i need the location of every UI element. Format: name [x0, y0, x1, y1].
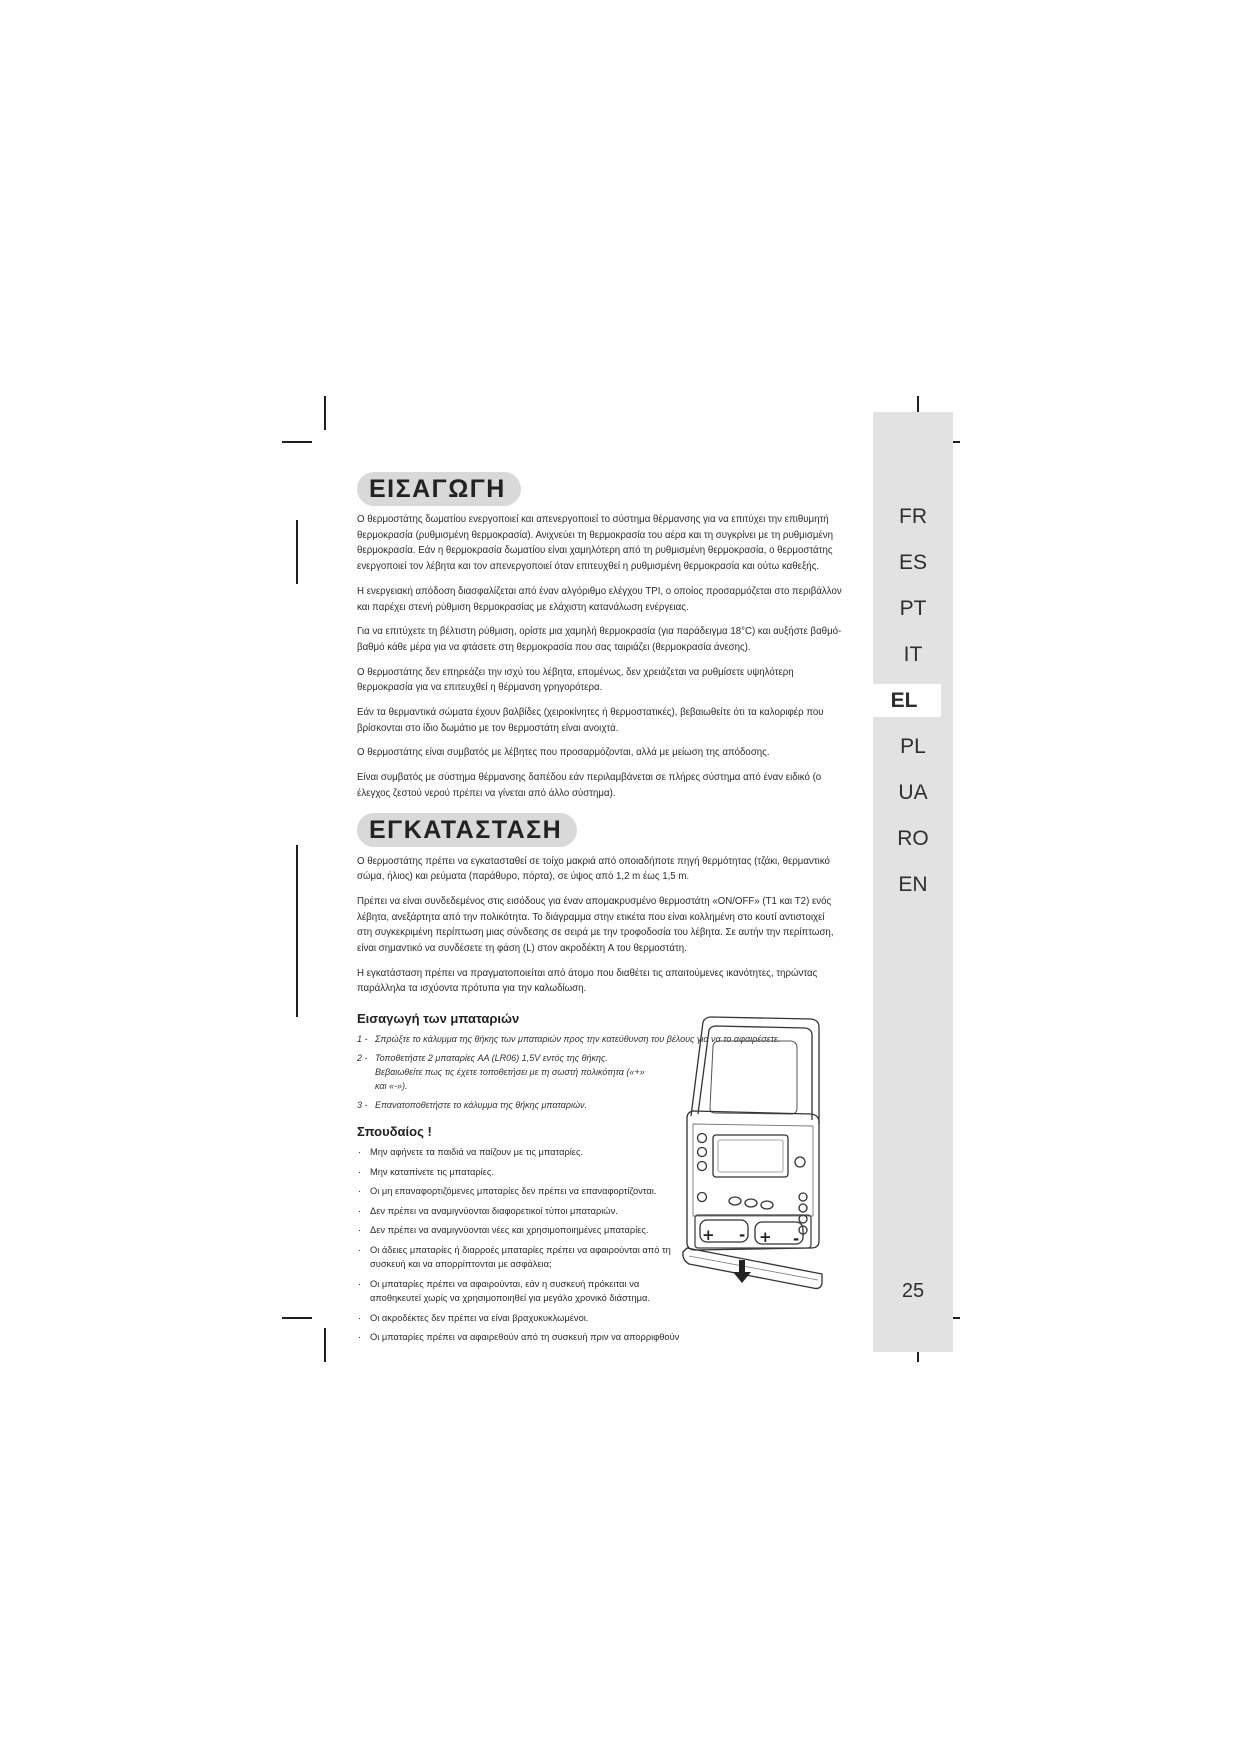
language-list: [873, 500, 953, 914]
lang-tab-el[interactable]: [873, 684, 953, 730]
svg-text:-: -: [793, 1230, 800, 1248]
intro-paragraph: Εάν τα θερμαντικά σώματα έχουν βαλβίδες (χειροκίνητες ή θερμοστατικές), βεβαιωθείτε ότι τα καλοριφέρ που βρίσκονται στο ίδιο δωμάτιο με τον θερμοστάτη είναι ανοιχτά.: [357, 707, 824, 734]
lang-tab-it[interactable]: [873, 638, 953, 684]
lang-label: EN: [898, 873, 928, 896]
lang-label: PL: [900, 735, 926, 758]
batteries-heading: Εισαγωγή των μπαταριών: [357, 1011, 520, 1027]
intro-paragraph: Είναι συμβατός με σύστημα θέρμανσης δαπέδου εάν περιλαμβάνεται σε πλήρες σύστημα από έναν ειδικό (ο έλεγχος ζεστού νερού πρέπει να γίνεται από άλλο σύστημα).: [357, 772, 822, 799]
install-paragraph: Ο θερμοστάτης πρέπει να εγκατασταθεί σε τοίχο μακριά από οποιαδήποτε πηγή θερμότητας (τζάκι, θερμαντικό σώμα, ήλιος) και ρεύματα (παράθυρο, πόρτα), σε ύψος από 1,2 m έως 1,5 m.: [357, 855, 830, 883]
lang-tab-pl[interactable]: [873, 730, 953, 776]
lang-label: FR: [899, 505, 927, 528]
important-item: · Οι μπαταρίες πρέπει να αφαιρεθούν από τη συσκευή πριν να απορριφθούν: [357, 1330, 687, 1345]
lang-label: PT: [899, 597, 927, 620]
svg-text:+: +: [759, 1228, 772, 1246]
intro-paragraph: Για να επιτύχετε τη βέλτιστη ρύθμιση, ορίστε μια χαμηλή θερμοκρασία (για παράδειγμα 18°C) και αυξήστε βαθμό-βαθμό κάθε μέρα για να φτάσετε στη θερμοκρασία που σας ταιριάζει (θερμοκρασία άνεσης).: [357, 626, 842, 653]
crop-mark-top-left-h: [282, 441, 312, 443]
battery-step: 3 - Επανατοποθετήστε το κάλυμμα της θήκης μπαταριών.: [357, 1100, 587, 1111]
svg-text:-: -: [739, 1226, 746, 1244]
intro-paragraph: Ο θερμοστάτης δωματίου ενεργοποιεί και απενεργοποιεί το σύστημα θέρμανσης για να επιτύχει την επιθυμητή θερμοκρασία (ρυθμισμένη θερμοκρασία). Ανιχνεύει τη θερμοκρασία του αέρα και τη συγκρίνει με τη ρυθμισμένη θερμοκρασία. Εάν η θερμοκρασία δωματίου είναι χαμηλότερη από τη ρυθμισμένη θερμοκρασία, ο θερμοστάτης ενεργοποιεί τον λέβητα και τον απενεργοποιεί όταν επιτευχθεί η ρυθμισμένη θερμοκρασία και ούτω καθεξής.: [357, 514, 833, 573]
lang-tab-en[interactable]: [873, 868, 953, 914]
install-title: ΕΓΚΑΤΑΣΤΑΣΗ: [357, 813, 577, 847]
lang-label: RO: [897, 827, 929, 850]
battery-step: 2 - Τοποθετήστε 2 μπαταρίες AA (LR06) 1,5V εντός της θήκης. Βεβαιωθείτε πως τις έχετε τοποθετήσει με τη σωστή πολικότητα («+» και «-»).: [357, 1053, 645, 1092]
important-item: · Δεν πρέπει να αναμιγνύονται διαφορετικοί τύποι μπαταριών.: [357, 1204, 687, 1219]
important-item: · Οι μη επαναφορτιζόμενες μπαταρίες δεν πρέπει να επαναφορτίζονται.: [357, 1184, 687, 1199]
registration-mark-left-1: [296, 520, 298, 584]
important-list: [357, 1145, 687, 1345]
intro-paragraph: Η ενεργειακή απόδοση διασφαλίζεται από έναν αλγόριθμο ελέγχου TPI, ο οποίος προσαρμόζεται στο περιβάλλον και παρέχει στενή ρύθμιση θερμοκρασίας με ελάχιστη κατανάλωση ενέργειας.: [357, 585, 842, 613]
install-paragraph: Η εγκατάσταση πρέπει να πραγματοποιείται από άτομο που διαθέτει τις απαιτούμενες ικανότητες, τηρώντας παράλληλα τα ισχύοντα πρότυπα για την καλωδίωση.: [357, 967, 818, 995]
crop-mark-bottom-left-v: [324, 1328, 326, 1362]
intro-paragraph: Ο θερμοστάτης είναι συμβατός με λέβητες που προσαρμόζονται, αλλά με μείωση της απόδοσης.: [357, 747, 770, 759]
registration-mark-left-2: [296, 845, 298, 1017]
lang-label: ES: [898, 551, 927, 574]
lang-tab-fr[interactable]: [873, 500, 953, 546]
lang-tab-es[interactable]: [873, 546, 953, 592]
intro-paragraph: Ο θερμοστάτης δεν επηρεάζει την ισχύ του λέβητα, επομένως, δεν χρειάζεται να ρυθμίσετε υψηλότερη θερμοκρασία για να επιτευχθεί η θέρμανση γρηγορότερα.: [357, 666, 794, 694]
important-item: · Μην καταπίνετε τις μπαταρίες.: [357, 1165, 687, 1180]
lang-label: IT: [903, 643, 923, 666]
install-paragraph: Πρέπει να είναι συνδεδεμένος στις εισόδους για έναν απομακρυσμένο θερμοστάτη «ON/OFF» (T1 και T2) ενός λέβητα, ανεξάρτητα από την πολικότητα. Το διάγραμμα στην ετικέτα που είναι κολλημένη στο κουτί αντιστοιχεί στη συγκεκριμένη περίπτωση μιας σύνδεσης σε σειρά με την τροφοδοσία του λέβητα. Σε αυτήν την περίπτωση, είναι σημαντικό να συνδέσετε τη φάση (L) στον ακροδέκτη A του θερμοστάτη.: [357, 895, 834, 955]
crop-mark-bottom-left-h: [282, 1317, 312, 1319]
crop-mark-top-left-v: [324, 396, 326, 430]
intro-title: ΕΙΣΑΓΩΓΗ: [357, 472, 521, 506]
language-sidebar: [873, 412, 953, 1352]
important-item: · Μην αφήνετε τα παιδιά να παίζουν με τις μπαταρίες.: [357, 1145, 687, 1160]
lang-label: EL: [867, 684, 941, 717]
important-item: · Οι άδειες μπαταρίες ή διαρροές μπαταρίες πρέπει να αφαιρούνται από τη συσκευή και να απορρίπτονται με ασφάλεια;: [357, 1243, 687, 1272]
page-number: 25: [901, 1280, 925, 1302]
lang-label: UA: [898, 781, 928, 804]
svg-text:+: +: [702, 1226, 715, 1244]
battery-step: 1 - Σπρώξτε το κάλυμμα της θήκης των μπαταριών προς την κατεύθυνση του βέλους για να το αφαιρέσετε.: [357, 1034, 781, 1045]
thermostat-battery-insertion-illustration: [673, 1016, 823, 1292]
important-heading: Σπουδαίος !: [357, 1124, 432, 1140]
important-item: · Δεν πρέπει να αναμιγνύονται νέες και χρησιμοποιημένες μπαταρίες.: [357, 1223, 687, 1238]
important-item: · Οι μπαταρίες πρέπει να αφαιρούνται, εάν η συσκευή πρόκειται να αποθηκευτεί χωρίς να χρησιμοποιηθεί για μεγάλο χρονικό διάστημα.: [357, 1277, 687, 1306]
lang-tab-ua[interactable]: [873, 776, 953, 822]
lang-tab-ro[interactable]: [873, 822, 953, 868]
lang-tab-pt[interactable]: [873, 592, 953, 638]
important-item: · Οι ακροδέκτες δεν πρέπει να είναι βραχυκυκλωμένοι.: [357, 1311, 687, 1326]
